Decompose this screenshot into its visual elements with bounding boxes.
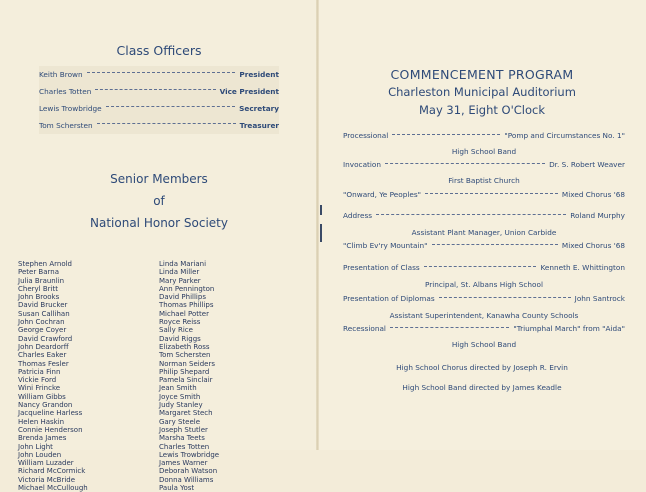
member-name: Linda Mariani — [159, 260, 207, 268]
venue: Charleston Municipal Auditorium — [388, 85, 576, 99]
band-note: High School Band directed by James Keadle — [402, 383, 562, 392]
member-name: Thomas Fesler — [18, 359, 69, 368]
dotted-leader — [425, 193, 558, 194]
item-sub: Principal, St. Albans High School — [424, 280, 544, 289]
program-title: COMMENCEMENT PROGRAM — [390, 67, 574, 82]
item-left: Presentation of Class — [343, 263, 420, 272]
member-name: Charles Eaker — [18, 351, 67, 360]
program-item — [343, 159, 625, 187]
item-left: Processional — [343, 131, 389, 140]
member-name: Marsha Teets — [159, 434, 205, 443]
member-name: John Brooks — [18, 293, 60, 302]
item-left: "Onward, Ye Peoples" — [343, 190, 422, 199]
member-name: William Luzader — [18, 459, 74, 468]
member-name: Pamela Sinclair — [159, 376, 213, 385]
chorus-note: High School Chorus directed by Joseph R. Ervin — [396, 363, 568, 372]
member-name: Deborah Watson — [159, 467, 218, 476]
item-left: Invocation — [343, 160, 382, 169]
member-name: Susan Callihan — [18, 309, 70, 318]
officers-list — [39, 66, 279, 134]
member-name: Richard McCormick — [18, 467, 86, 476]
members-column-1 — [18, 260, 88, 492]
member-name: Patricia Finn — [18, 367, 61, 376]
item-sub: Assistant Superintendent, Kanawha County Schools — [389, 311, 579, 320]
member-name: Wini Frincke — [18, 384, 61, 393]
member-name: Vickie Ford — [18, 376, 57, 385]
member-name: Julia Braunlin — [18, 276, 65, 285]
dotted-leader — [97, 123, 236, 124]
member-name: Gary Steele — [159, 417, 201, 426]
item-right: "Pomp and Circumstances No. 1" — [504, 131, 625, 140]
dotted-leader — [385, 163, 545, 164]
item-left: "Climb Ev'ry Mountain" — [343, 241, 428, 250]
member-name: Michael Potter — [159, 309, 209, 318]
item-right: John Santrock — [574, 294, 625, 303]
honor-heading-line-3: National Honor Society — [90, 216, 228, 230]
dotted-leader — [392, 134, 500, 135]
member-name: Peter Barna — [18, 268, 60, 277]
member-name: Donna Williams — [159, 475, 214, 484]
binding-mark — [320, 224, 322, 242]
member-name: James Warner — [159, 459, 208, 468]
class-officers-heading: Class Officers — [116, 43, 202, 58]
member-name: Paula Yost — [159, 484, 195, 492]
officer-row — [39, 100, 279, 117]
member-name: Sally Rice — [159, 326, 193, 335]
member-name: Stephen Arnold — [18, 260, 72, 268]
members-column-2 — [159, 260, 219, 492]
item-left: Recessional — [343, 324, 386, 333]
item-sub: Assistant Plant Manager, Union Carbide — [411, 228, 557, 237]
member-name: Norman Seiders — [159, 359, 216, 368]
honor-heading-line-2: of — [153, 194, 165, 208]
member-name: Ann Pennington — [159, 284, 215, 293]
dotted-leader — [95, 89, 215, 90]
program-item — [343, 189, 625, 201]
member-name: Michael McCullough — [18, 484, 88, 492]
officer-title: Vice President — [219, 87, 279, 96]
dotted-leader — [87, 72, 236, 73]
program-item — [343, 293, 625, 322]
member-name: Cheryl Britt — [18, 284, 58, 293]
dotted-leader — [432, 244, 558, 245]
member-name: Brenda James — [18, 434, 67, 443]
member-name: Victoria McBride — [18, 475, 76, 484]
officer-title: Secretary — [239, 104, 279, 113]
item-left: Address — [343, 211, 373, 220]
member-name: Joyce Smith — [159, 392, 201, 401]
member-name: Tom Schersten — [159, 351, 211, 360]
dotted-leader — [106, 106, 236, 107]
item-right: Mixed Chorus '68 — [561, 241, 625, 250]
member-name: Mary Parker — [159, 276, 201, 285]
item-right: Mixed Chorus '68 — [561, 190, 625, 199]
member-name: Linda Miller — [159, 268, 200, 277]
member-name: John Light — [18, 442, 53, 451]
program-item — [343, 323, 625, 351]
dotted-leader — [439, 297, 571, 298]
member-name: Joseph Stutler — [159, 425, 208, 434]
item-right: Kenneth E. Whittington — [540, 263, 625, 272]
honor-society-heading — [0, 170, 318, 236]
member-name: Jacqueline Harless — [18, 409, 83, 418]
member-name: Nancy Grandon — [18, 401, 73, 410]
member-name: Margaret Stech — [159, 409, 213, 418]
member-name: Helen Haskin — [18, 417, 65, 426]
program-item — [343, 262, 625, 291]
member-name: Connie Henderson — [18, 425, 83, 434]
item-right: Dr. S. Robert Weaver — [549, 160, 625, 169]
member-name: David Crawford — [18, 334, 73, 343]
member-name: Judy Stanley — [159, 401, 203, 410]
item-sub: First Baptist Church — [448, 176, 520, 185]
member-name: David Riggs — [159, 334, 201, 343]
member-name: Charles Totten — [159, 442, 210, 451]
member-name: Jean Smith — [159, 384, 197, 393]
item-right: Roland Murphy — [570, 211, 625, 220]
member-name: John Deardorff — [18, 342, 69, 351]
officer-name: Tom Schersten — [39, 121, 93, 130]
dotted-leader — [390, 327, 509, 328]
dotted-leader — [376, 214, 566, 215]
member-name: John Cochran — [18, 318, 65, 327]
officer-row — [39, 117, 279, 134]
date: May 31, Eight O'Clock — [418, 103, 546, 117]
member-name: Royce Reiss — [159, 318, 201, 327]
officer-title: President — [239, 70, 279, 79]
officer-name: Keith Brown — [39, 70, 83, 79]
member-name: David Phillips — [159, 293, 206, 302]
item-sub: High School Band — [451, 147, 517, 156]
program-item — [343, 130, 625, 158]
member-name: David Brucker — [18, 301, 68, 310]
program-item — [343, 240, 625, 252]
item-sub: High School Band — [451, 340, 517, 349]
officer-title: Treasurer — [239, 121, 279, 130]
member-name: John Louden — [18, 450, 62, 459]
officer-name: Charles Totten — [39, 87, 92, 96]
member-name: Lewis Trowbridge — [159, 450, 220, 459]
member-name: Thomas Phillips — [159, 301, 214, 310]
member-name: George Coyer — [18, 326, 67, 335]
binding-mark — [320, 205, 322, 215]
honor-heading-line-1: Senior Members — [110, 172, 208, 186]
officer-row — [39, 83, 279, 100]
member-name: William Gibbs — [18, 392, 66, 401]
officer-row — [39, 66, 279, 83]
item-right: "Triumphal March" from "Aida" — [513, 324, 625, 333]
member-name: Philip Shepard — [159, 367, 210, 376]
dotted-leader — [424, 266, 537, 267]
officer-name: Lewis Trowbridge — [39, 104, 102, 113]
item-left: Presentation of Diplomas — [343, 294, 435, 303]
program-item — [343, 210, 625, 239]
member-name: Elizabeth Ross — [159, 342, 210, 351]
